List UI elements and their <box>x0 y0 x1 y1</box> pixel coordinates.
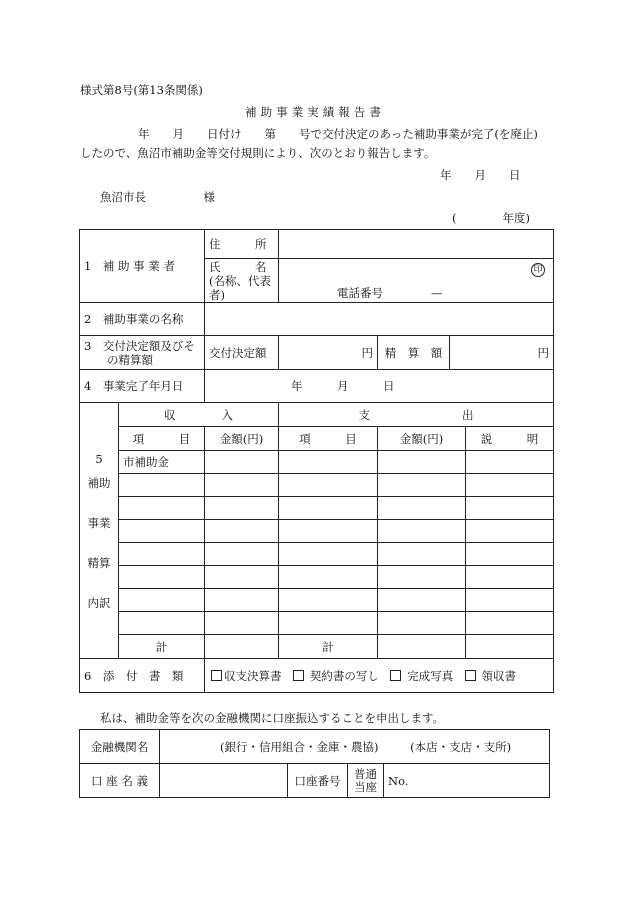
total-row <box>80 635 554 659</box>
section5-side-2: 事業 <box>87 515 111 530</box>
section3-label-2: の精算額 <box>84 352 153 367</box>
expense-amount-cell[interactable] <box>378 612 466 635</box>
no-label: No. <box>388 773 409 788</box>
account-type-ordinary: 普通 <box>354 766 377 781</box>
table-row <box>80 474 554 497</box>
completion-date-field[interactable] <box>205 370 554 403</box>
completion-date: 年 月 日 <box>291 379 395 393</box>
account-type-cell[interactable] <box>348 764 384 798</box>
section3-label-1: 3 交付決定額及びそ <box>84 338 195 353</box>
expense-item-cell[interactable] <box>279 589 378 612</box>
bank-table <box>79 729 550 798</box>
table-row <box>80 612 554 635</box>
note-total[interactable] <box>466 635 554 659</box>
income-header: 収 入 <box>119 403 279 427</box>
section5-num: 5 <box>95 451 103 466</box>
section1-label: 1 補 助 事 業 者 <box>80 230 205 303</box>
section3-label-cell <box>80 336 205 370</box>
expense-item-cell[interactable] <box>279 543 378 566</box>
col-income-item: 項 目 <box>119 427 205 451</box>
expense-item-cell[interactable] <box>279 612 378 635</box>
address-label: 住 所 <box>205 230 279 259</box>
income-item-cell[interactable] <box>119 566 205 589</box>
income-amount-cell[interactable] <box>205 543 279 566</box>
section5-side-4: 内訳 <box>87 595 111 610</box>
attachments-cell <box>205 659 554 693</box>
name-label: 氏 名 <box>209 259 267 274</box>
note-cell[interactable] <box>466 589 554 612</box>
expense-item-cell[interactable] <box>279 474 378 497</box>
table-row <box>80 497 554 520</box>
project-name-field[interactable] <box>205 303 554 336</box>
grant-amount-label: 交付決定額 <box>205 336 279 370</box>
income-amount-cell[interactable] <box>205 451 279 474</box>
expense-amount-cell[interactable] <box>378 543 466 566</box>
expense-total-amount[interactable] <box>378 635 466 659</box>
section5-side-1: 補助 <box>87 475 111 490</box>
expense-item-cell[interactable] <box>279 497 378 520</box>
income-amount-cell[interactable] <box>205 520 279 543</box>
phone-label: 電話番号 <box>337 286 384 300</box>
account-no-label: 口座番号 <box>288 764 348 798</box>
name-sub-label: (名称、代表者) <box>209 273 272 302</box>
settle-amount-field[interactable] <box>450 336 554 370</box>
income-item-cell[interactable] <box>119 612 205 635</box>
attachment-contract: 契約書の写し <box>309 668 379 683</box>
page-title: 補助事業実績報告書 <box>245 105 385 119</box>
table-row <box>80 520 554 543</box>
institution-types: (銀行・信用組合・金庫・農協) <box>220 739 379 754</box>
bank-intro: 私は、補助金等を次の金融機関に口座振込することを申出します。 <box>100 711 445 725</box>
institution-field[interactable] <box>160 730 550 764</box>
address-field[interactable] <box>279 230 554 259</box>
expense-amount-cell[interactable] <box>378 474 466 497</box>
col-note: 説 明 <box>466 427 554 451</box>
attachment-receipt: 領収書 <box>481 668 516 683</box>
note-cell[interactable] <box>466 543 554 566</box>
checkbox-photo[interactable] <box>390 670 401 681</box>
col-income-amount: 金額(円) <box>205 427 279 451</box>
expense-item-cell[interactable] <box>279 566 378 589</box>
income-item-cell[interactable] <box>119 520 205 543</box>
income-amount-cell[interactable] <box>205 589 279 612</box>
holder-field[interactable] <box>160 764 288 798</box>
income-amount-cell[interactable] <box>205 612 279 635</box>
attachment-settlement: 収支決算書 <box>224 668 282 683</box>
income-item-cell[interactable] <box>119 474 205 497</box>
section5-label-cell <box>80 403 119 659</box>
expense-amount-cell[interactable] <box>378 497 466 520</box>
income-amount-cell[interactable] <box>205 497 279 520</box>
income-amount-cell[interactable] <box>205 474 279 497</box>
table-row <box>80 566 554 589</box>
income-total-label: 計 <box>119 635 205 659</box>
income-item-cell[interactable] <box>119 589 205 612</box>
section2-label: 2 補助事業の名称 <box>80 303 205 336</box>
table-row <box>80 589 554 612</box>
name-field[interactable] <box>279 259 554 303</box>
note-cell[interactable] <box>466 497 554 520</box>
form-number: 様式第8号(第13条関係) <box>80 83 203 97</box>
settle-yen: 円 <box>537 345 550 360</box>
holder-label: 口 座 名 義 <box>80 764 160 798</box>
income-item-cell[interactable] <box>119 451 205 474</box>
name-label-cell <box>205 259 279 303</box>
income-item-cell[interactable] <box>119 497 205 520</box>
col-expense-item: 項 目 <box>279 427 378 451</box>
settle-amount-label: 精 算 額 <box>378 336 450 370</box>
addressee: 魚沼市長 様 <box>100 190 215 204</box>
checkbox-settlement[interactable] <box>211 670 222 681</box>
expense-item-cell[interactable] <box>279 451 378 474</box>
note-cell[interactable] <box>466 451 554 474</box>
grant-yen: 円 <box>361 345 374 360</box>
note-cell[interactable] <box>466 566 554 589</box>
expense-amount-cell[interactable] <box>378 566 466 589</box>
section6-label: 6 添 付 書 類 <box>80 659 205 693</box>
main-form-table <box>79 229 554 693</box>
account-type-current: 当座 <box>354 779 377 794</box>
note-cell[interactable] <box>466 612 554 635</box>
income-amount-cell[interactable] <box>205 566 279 589</box>
institution-label: 金融機関名 <box>80 730 160 764</box>
fiscal-year: ( 年度) <box>452 211 530 225</box>
report-date: 年 月 日 <box>440 168 521 182</box>
expense-amount-cell[interactable] <box>378 451 466 474</box>
checkbox-receipt[interactable] <box>465 670 476 681</box>
intro-line-2: したので、魚沼市補助金等交付規則により、次のとおり報告します。 <box>80 146 436 160</box>
seal-icon: 印 <box>531 263 545 277</box>
section5-side-3: 精算 <box>87 555 111 570</box>
attachment-photo: 完成写真 <box>407 668 454 683</box>
expense-amount-cell[interactable] <box>378 520 466 543</box>
account-number-field[interactable] <box>384 764 550 798</box>
col-expense-amount: 金額(円) <box>378 427 466 451</box>
expense-amount-cell[interactable] <box>378 589 466 612</box>
income-item-city-grant: 市補助金 <box>123 455 169 469</box>
branch-types: (本店・支店・支所) <box>410 739 512 754</box>
phone-separator: — <box>431 286 443 300</box>
income-item-cell[interactable] <box>119 543 205 566</box>
expense-item-cell[interactable] <box>279 520 378 543</box>
table-row <box>80 543 554 566</box>
checkbox-contract[interactable] <box>293 670 304 681</box>
note-cell[interactable] <box>466 474 554 497</box>
section4-label: 4 事業完了年月日 <box>80 370 205 403</box>
expense-total-label: 計 <box>279 635 378 659</box>
income-total-amount[interactable] <box>205 635 279 659</box>
grant-amount-field[interactable] <box>279 336 378 370</box>
intro-line-1: 年 月 日付け 第 号で交付決定のあった補助事業が完了(を廃止) <box>138 127 538 141</box>
table-row <box>80 451 554 474</box>
expense-header: 支 出 <box>279 403 554 427</box>
note-cell[interactable] <box>466 520 554 543</box>
